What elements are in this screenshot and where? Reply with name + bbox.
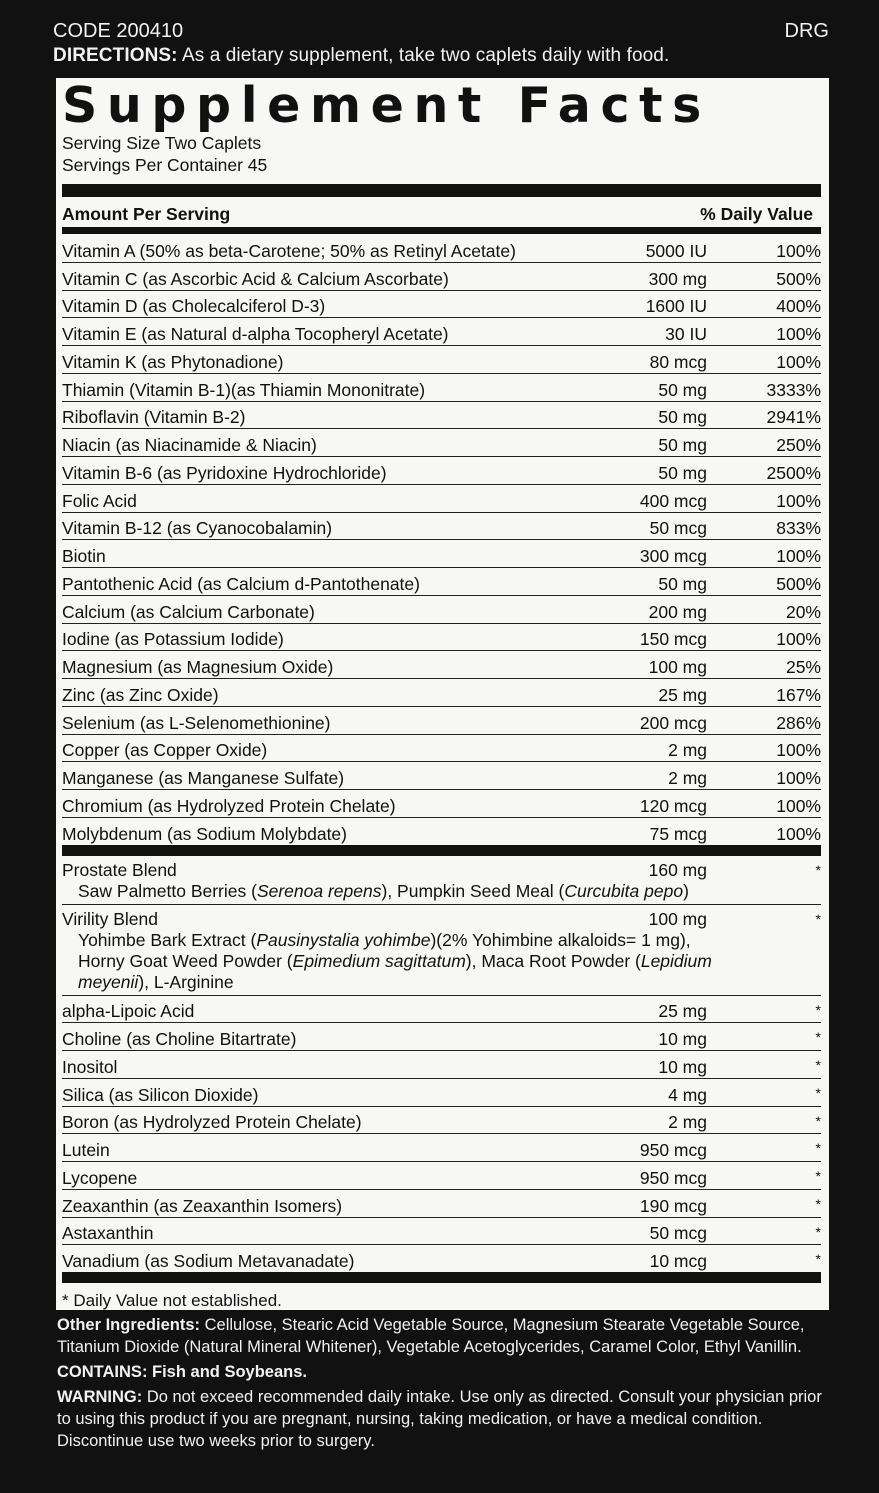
- allergen-statement: CONTAINS: Fish and Soybeans.: [57, 1363, 307, 1381]
- prostate-blend: [62, 856, 821, 904]
- product-code: CODE 200410: [53, 20, 184, 42]
- other-ingredient-list: [62, 995, 821, 1273]
- nutrient-row: [62, 595, 821, 623]
- nutrient-row: [62, 1244, 821, 1272]
- nutrient-daily-value: 100%: [776, 351, 821, 372]
- nutrient-row: [62, 650, 821, 678]
- nutrient-row: [62, 290, 821, 318]
- nutrient-row: [62, 1161, 821, 1189]
- nutrient-daily-value: 100%: [776, 546, 821, 566]
- nutrient-daily-value: 2941%: [766, 407, 821, 428]
- nutrient-name: Silica (as Silicon Dioxide): [62, 1084, 259, 1105]
- nutrient-daily-value: 286%: [776, 712, 821, 733]
- nutrient-name: Vitamin E (as Natural d-alpha Tocopheryl Acetate): [62, 324, 449, 344]
- nutrient-name: Boron (as Hydrolyzed Protein Chelate): [62, 1112, 362, 1133]
- nutrient-daily-value: 100%: [776, 795, 821, 816]
- nutrient-amount: 950 mcg: [639, 1167, 707, 1188]
- panel-title: Supplement Facts: [62, 77, 711, 134]
- nutrient-row: [62, 706, 821, 734]
- daily-value-header: % Daily Value: [700, 204, 813, 224]
- nutrient-name: Iodine (as Potassium Iodide): [62, 629, 284, 650]
- serving-size: Serving Size Two Caplets: [62, 133, 262, 153]
- blend-name: Virility Blend: [62, 908, 158, 929]
- nutrient-name: Vitamin A (50% as beta-Carotene; 50% as Retinyl Acetate): [62, 240, 516, 261]
- label-header: [53, 18, 829, 68]
- nutrient-daily-value: *: [815, 1001, 821, 1018]
- nutrient-amount: 2 mg: [668, 740, 707, 761]
- nutrient-amount: 200 mcg: [639, 712, 707, 733]
- nutrient-name: Selenium (as L-Selenomethionine): [62, 712, 331, 733]
- nutrient-name: Vitamin K (as Phytonadione): [62, 351, 284, 372]
- nutrient-amount: 10 mg: [658, 1029, 707, 1049]
- nutrient-row: [62, 817, 821, 845]
- nutrient-amount: 5000 IU: [645, 240, 707, 261]
- nutrient-daily-value: 100%: [776, 740, 821, 761]
- nutrient-daily-value: 3333%: [766, 379, 821, 400]
- nutrient-daily-value: *: [815, 1168, 821, 1184]
- blend-amount: 100 mg: [648, 908, 707, 929]
- nutrient-row: [62, 428, 821, 456]
- nutrient-daily-value: *: [815, 1251, 821, 1268]
- nutrient-name: Lutein: [62, 1140, 110, 1160]
- virility-blend: [62, 904, 821, 995]
- nutrient-name: Lycopene: [62, 1167, 138, 1188]
- nutrient-row: [62, 345, 821, 373]
- nutrient-amount: 4 mg: [668, 1084, 707, 1105]
- brand-mark: DRG: [784, 20, 829, 42]
- nutrient-row: [62, 1133, 821, 1161]
- nutrient-daily-value: *: [815, 1140, 821, 1157]
- divider-bar: [62, 184, 821, 197]
- nutrient-name: Biotin: [62, 546, 106, 566]
- nutrient-daily-value: 833%: [776, 518, 821, 539]
- blend-ingredients: Saw Palmetto Berries (Serenoa repens), Pumpkin Seed Meal (Curcubita pepo): [78, 880, 689, 901]
- nutrient-row: [62, 1217, 821, 1245]
- nutrient-name: Calcium (as Calcium Carbonate): [62, 601, 315, 622]
- nutrient-name: Riboflavin (Vitamin B-2): [62, 407, 246, 428]
- nutrient-row: [62, 373, 821, 401]
- nutrient-daily-value: 2500%: [766, 462, 821, 483]
- nutrient-daily-value: 100%: [776, 629, 821, 650]
- nutrient-amount: 120 mcg: [639, 795, 707, 816]
- nutrient-row: [62, 1189, 821, 1217]
- nutrient-row: [62, 789, 821, 817]
- blend-ingredients-line-1: Yohimbe Bark Extract (Pausinystalia yohimbe)(2% Yohimbine alkaloids= 1 mg),: [78, 929, 691, 950]
- nutrient-amount: 300 mcg: [639, 546, 707, 566]
- nutrient-row: [62, 1078, 821, 1106]
- nutrient-daily-value: 100%: [776, 768, 821, 788]
- other-ingredients: [57, 1314, 835, 1358]
- nutrient-amount: 50 mg: [658, 573, 707, 594]
- nutrient-row: [62, 317, 821, 345]
- nutrient-row: [62, 234, 821, 262]
- vitamin-list: [62, 234, 821, 845]
- nutrient-amount: 200 mg: [648, 601, 707, 622]
- nutrient-amount: 400 mcg: [639, 490, 707, 511]
- nutrient-row: [62, 1050, 821, 1078]
- blend-ingredients-line-2: Horny Goat Weed Powder (Epimedium sagittatum), Maca Root Powder (Lepidium: [78, 950, 712, 971]
- nutrient-daily-value: 100%: [776, 240, 821, 261]
- code-row: [53, 18, 829, 44]
- nutrient-amount: 50 mcg: [649, 1223, 707, 1244]
- nutrient-daily-value: *: [815, 1112, 821, 1129]
- nutrient-daily-value: 100%: [776, 823, 821, 844]
- label-footer: [57, 1314, 835, 1455]
- nutrient-name: Vitamin B-12 (as Cyanocobalamin): [62, 518, 333, 539]
- nutrient-name: Zinc (as Zinc Oxide): [62, 684, 219, 705]
- warning: [57, 1386, 835, 1452]
- nutrient-row: [62, 623, 821, 651]
- nutrient-row: [62, 456, 821, 484]
- nutrient-row: [62, 995, 821, 1023]
- nutrient-name: Vitamin B-6 (as Pyridoxine Hydrochloride): [62, 462, 387, 483]
- nutrient-daily-value: 250%: [776, 435, 821, 455]
- nutrient-row: [62, 512, 821, 540]
- nutrient-name: Niacin (as Niacinamide & Niacin): [62, 435, 317, 455]
- nutrient-name: Choline (as Choline Bitartrate): [62, 1029, 297, 1049]
- nutrient-amount: 190 mcg: [639, 1195, 707, 1216]
- nutrient-row: [62, 734, 821, 762]
- nutrient-amount: 25 mg: [658, 1001, 707, 1022]
- nutrient-amount: 30 IU: [665, 324, 707, 344]
- nutrient-daily-value: 500%: [776, 268, 821, 289]
- nutrient-name: Vitamin D (as Cholecalciferol D-3): [62, 296, 326, 317]
- nutrient-name: Vitamin C (as Ascorbic Acid & Calcium Ascorbate): [62, 268, 449, 289]
- blend-amount: 160 mg: [648, 859, 707, 880]
- nutrient-daily-value: 100%: [776, 490, 821, 511]
- nutrient-name: Vanadium (as Sodium Metavanadate): [62, 1251, 355, 1271]
- nutrient-daily-value: *: [815, 1084, 821, 1101]
- nutrient-row: [62, 567, 821, 595]
- nutrient-row: [62, 539, 821, 567]
- nutrient-row: [62, 1106, 821, 1134]
- servings-per-container: Servings Per Container 45: [62, 155, 268, 175]
- nutrient-name: Astaxanthin: [62, 1223, 154, 1244]
- nutrient-name: Pantothenic Acid (as Calcium d-Pantothenate): [62, 573, 420, 594]
- blend-ingredients-line-3: meyenii), L-Arginine: [78, 971, 234, 992]
- nutrient-daily-value: *: [815, 1223, 821, 1240]
- nutrient-row: [62, 678, 821, 706]
- nutrient-amount: 150 mcg: [639, 629, 707, 650]
- nutrient-name: Chromium (as Hydrolyzed Protein Chelate): [62, 795, 396, 816]
- nutrient-amount: 950 mcg: [639, 1140, 707, 1160]
- nutrient-row: [62, 1022, 821, 1050]
- warning-text: Do not exceed recommended daily intake. Use only as directed. Consult your physician prior to using this product if you are pregnant, nursing, taking medication, or have a medical condition. Discontinue use two weeks prior to surgery.: [57, 1388, 822, 1450]
- nutrient-amount: 50 mg: [658, 462, 707, 483]
- nutrient-amount: 50 mg: [658, 435, 707, 455]
- other-ingredients-label: Other Ingredients:: [57, 1316, 201, 1334]
- nutrient-name: Magnesium (as Magnesium Oxide): [62, 657, 334, 677]
- nutrient-amount: 50 mg: [658, 407, 707, 428]
- nutrient-amount: 75 mcg: [649, 823, 707, 844]
- nutrient-amount: 2 mg: [668, 768, 707, 788]
- daily-value-footnote: * Daily Value not established.: [62, 1291, 282, 1310]
- nutrient-daily-value: 400%: [776, 296, 821, 317]
- divider-bar: [62, 1272, 821, 1283]
- nutrient-daily-value: *: [815, 1029, 821, 1046]
- directions: [53, 44, 829, 68]
- warning-label: WARNING:: [57, 1388, 143, 1406]
- nutrient-daily-value: 100%: [776, 324, 821, 344]
- nutrient-row: [62, 761, 821, 789]
- nutrient-daily-value: *: [815, 1057, 821, 1073]
- blend-list: [62, 856, 821, 995]
- table-header: [62, 203, 821, 225]
- amount-per-serving-header: Amount Per Serving: [62, 204, 231, 224]
- directions-text: As a dietary supplement, take two caplets daily with food.: [177, 45, 670, 66]
- nutrient-name: Manganese (as Manganese Sulfate): [62, 768, 345, 788]
- nutrient-amount: 10 mg: [658, 1056, 707, 1077]
- nutrient-row: [62, 262, 821, 290]
- nutrient-name: alpha-Lipoic Acid: [62, 1001, 195, 1022]
- nutrient-daily-value: 500%: [776, 573, 821, 594]
- nutrient-name: Copper (as Copper Oxide): [62, 740, 268, 761]
- other-ingredients-text: Cellulose, Stearic Acid Vegetable Source, Magnesium Stearate Vegetable Source, Titanium Dioxide (Natural Mineral Whitener), Vegetable Acetoglycerides, Caramel Color, Ethyl Vanillin.: [57, 1316, 805, 1356]
- divider-bar: [62, 227, 821, 234]
- nutrient-amount: 50 mcg: [649, 518, 707, 539]
- nutrient-name: Thiamin (Vitamin B-1)(as Thiamin Mononitrate): [62, 379, 426, 400]
- nutrient-row: [62, 484, 821, 512]
- nutrient-amount: 80 mcg: [649, 351, 707, 372]
- nutrient-amount: 1600 IU: [645, 296, 707, 317]
- nutrient-amount: 50 mg: [658, 379, 707, 400]
- nutrient-amount: 10 mcg: [649, 1251, 707, 1271]
- nutrient-amount: 100 mg: [648, 657, 707, 677]
- nutrient-name: Molybdenum (as Sodium Molybdate): [62, 823, 347, 844]
- nutrient-daily-value: 167%: [776, 684, 821, 705]
- blend-dv: *: [815, 861, 821, 878]
- nutrient-row: [62, 401, 821, 429]
- nutrient-name: Inositol: [62, 1056, 118, 1077]
- nutrient-name: Folic Acid: [62, 490, 137, 511]
- blend-dv: *: [815, 910, 821, 927]
- divider-bar: [62, 845, 821, 856]
- blend-name: Prostate Blend: [62, 859, 177, 880]
- nutrient-amount: 25 mg: [658, 684, 707, 705]
- nutrient-daily-value: 25%: [785, 657, 821, 677]
- nutrient-daily-value: *: [815, 1195, 821, 1212]
- nutrient-name: Zeaxanthin (as Zeaxanthin Isomers): [62, 1195, 343, 1216]
- nutrient-daily-value: 20%: [785, 601, 821, 622]
- directions-label: DIRECTIONS:: [53, 45, 178, 66]
- supplement-facts-panel: [56, 78, 829, 1310]
- nutrient-amount: 300 mg: [648, 268, 707, 289]
- nutrient-amount: 2 mg: [668, 1112, 707, 1133]
